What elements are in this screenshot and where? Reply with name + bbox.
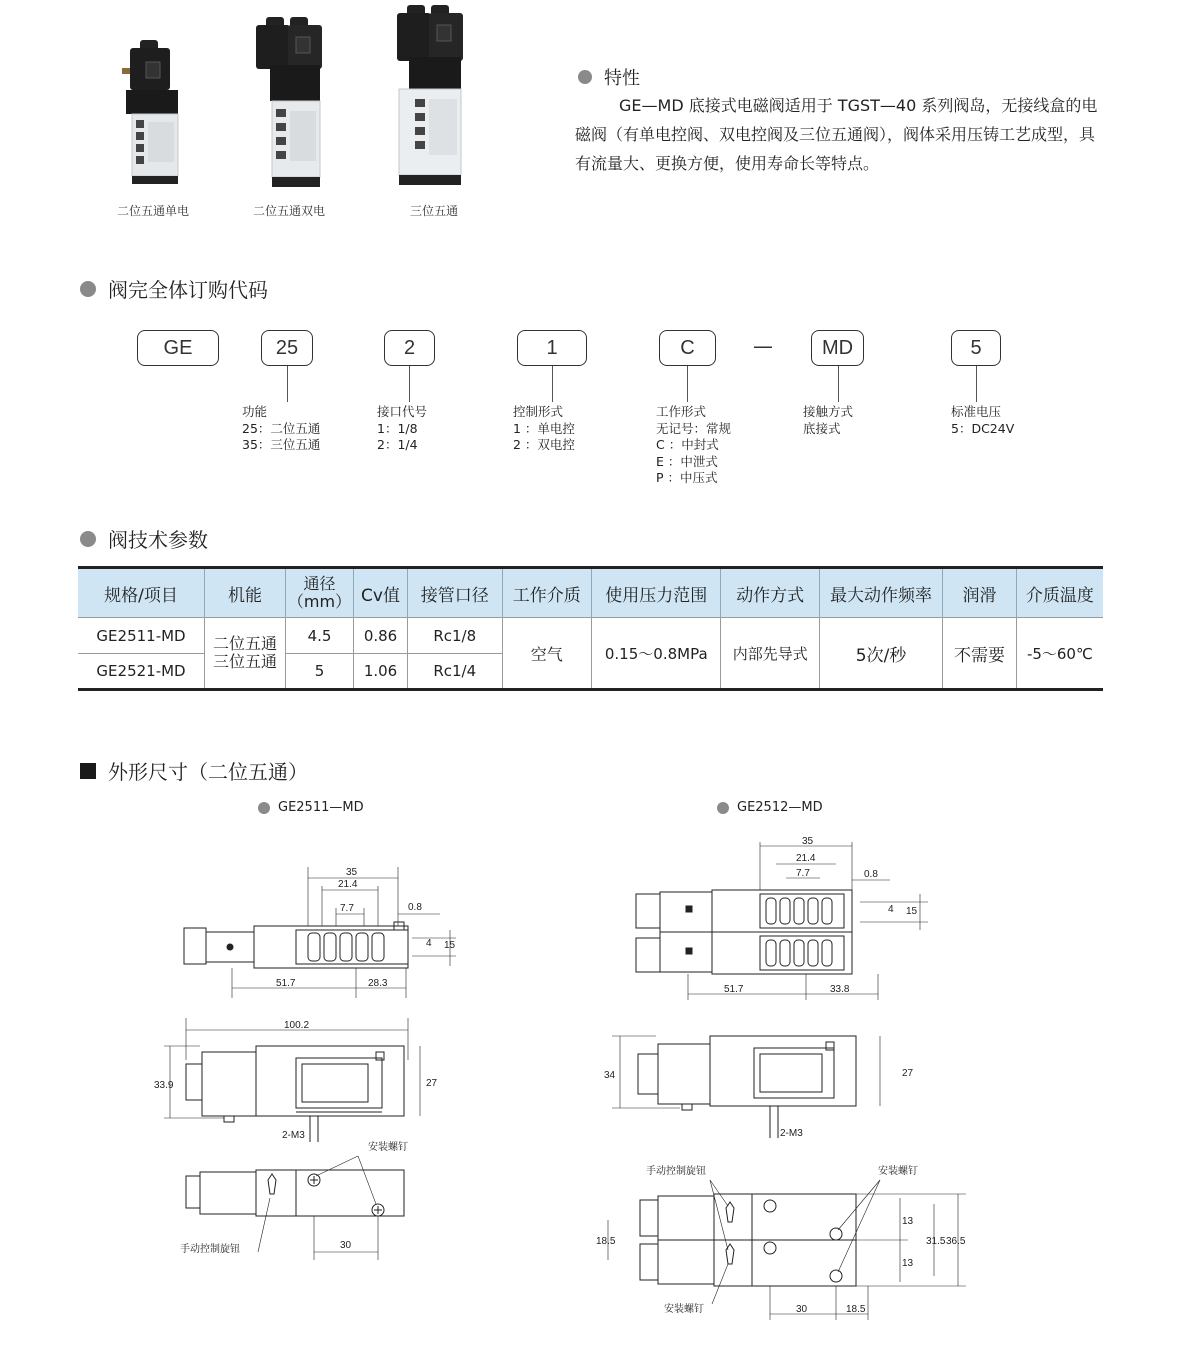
dim-51-7: 51.7 [724, 984, 744, 995]
header-cell: 最大动作频率 [819, 568, 942, 618]
features-heading [578, 64, 640, 90]
cell-bore: 5 [285, 654, 353, 690]
bullet-icon [258, 802, 270, 814]
dim-13-top: 13 [902, 1216, 914, 1227]
cell-cv: 0.86 [354, 618, 408, 654]
params-heading [80, 524, 208, 553]
caption-three: 三位五通 [409, 204, 458, 218]
dim-35: 35 [802, 836, 814, 847]
features-title: 特性 [604, 68, 640, 89]
dim-0-8: 0.8 [408, 902, 422, 913]
dim-30: 30 [796, 1304, 808, 1315]
code-dash: — [753, 334, 773, 358]
header-cell: 接管口径 [407, 568, 502, 618]
order-heading [80, 274, 268, 303]
right-model-heading [717, 800, 823, 815]
dim-36-5: 36.5 [946, 1236, 966, 1247]
leader-line [287, 366, 288, 402]
desc-control: 控制形式 1 ：单电控 2 ：双电控 [513, 404, 575, 452]
cell-medium: 空气 [502, 618, 592, 690]
dim-21-4: 21.4 [796, 853, 816, 864]
dim-35: 35 [346, 867, 358, 878]
header-cell: 机能 [205, 568, 286, 618]
dim-2-m3: 2-M3 [282, 1130, 305, 1141]
header-cell: 介质温度 [1016, 568, 1103, 618]
params-title: 阀技术参数 [108, 528, 208, 552]
cell-model: GE2511-MD [78, 618, 205, 654]
left-model-heading [258, 800, 364, 815]
dimensions-title: 外形尺寸（二位五通） [108, 760, 308, 784]
product-photo-single [118, 38, 188, 188]
leader-line [976, 366, 977, 402]
square-bullet-icon [80, 763, 96, 779]
desc-work: 工作形式 无记号：常规 C ：中封式 E ：中泄式 P ：中压式 [656, 404, 732, 485]
dim-2-m3: 2-M3 [780, 1128, 803, 1139]
code-box-ge: GE [137, 330, 219, 366]
leader-line [838, 366, 839, 402]
dim-33-8: 33.8 [830, 984, 850, 995]
desc-function: 功能 25：二位五通 35：三位五通 [242, 404, 321, 452]
cell-port: Rc1/4 [407, 654, 502, 690]
header-cell: 通径 （mm） [285, 568, 353, 618]
cell-port: Rc1/8 [407, 618, 502, 654]
dimensions-heading [80, 756, 308, 785]
product-photo-double [252, 15, 330, 190]
features-text: GE—MD 底接式电磁阀适用于 TGST—40 系列阀岛，无接线盒的电磁阀（有单电控阀、双电控阀及三位五通阀），阀体采用压铸工艺成型，具有流量大、更换方便，使用寿命长等特点。 [575, 96, 1098, 173]
cell-temperature: -5～60℃ [1016, 618, 1103, 690]
leader-line [552, 366, 553, 402]
right-model: GE2512—MD [737, 800, 823, 815]
label-screw: 安装螺钉 [878, 1166, 918, 1177]
dim-34: 34 [604, 1070, 616, 1081]
dim-21-4: 21.4 [338, 879, 358, 890]
code-box-function: 25 [261, 330, 313, 366]
cell-cv: 1.06 [354, 654, 408, 690]
header-cell: 规格/项目 [78, 568, 205, 618]
dim-4: 4 [426, 938, 432, 949]
dim-27: 27 [426, 1078, 438, 1089]
dim-31-5: 31.5 [926, 1236, 946, 1247]
cell-model: GE2521-MD [78, 654, 205, 690]
bullet-icon [80, 281, 96, 297]
table-header-row [78, 568, 1103, 618]
params-table [78, 566, 1103, 691]
code-box-work: C [659, 330, 716, 366]
code-box-control: 1 [517, 330, 587, 366]
leader-line [687, 366, 688, 402]
caption-single: 二位五通单电 [116, 204, 189, 218]
left-model: GE2511—MD [278, 800, 364, 815]
header-cell: 使用压力范围 [592, 568, 721, 618]
cell-pressure: 0.15～0.8MPa [592, 618, 721, 690]
code-box-contact: MD [811, 330, 864, 366]
dim-28-3: 28.3 [368, 978, 388, 989]
product-photo-three [393, 3, 471, 188]
cell-lubrication: 不需要 [943, 618, 1017, 690]
dim-7-7: 7.7 [340, 903, 354, 914]
cell-action: 内部先导式 [721, 618, 819, 690]
table-row [78, 618, 1103, 654]
dim-33-9: 33.9 [154, 1080, 174, 1091]
bullet-icon [578, 70, 592, 84]
desc-contact: 接触方式 底接式 [803, 404, 854, 436]
dim-7-7: 7.7 [796, 868, 810, 879]
desc-port: 接口代号 1：1/8 2：1/4 [377, 404, 428, 452]
header-cell: 工作介质 [502, 568, 592, 618]
header-cell: Cv值 [354, 568, 408, 618]
cell-function: 二位五通 三位五通 [205, 618, 286, 690]
dim-100-2: 100.2 [284, 1020, 310, 1031]
bullet-icon [717, 802, 729, 814]
header-cell: 润滑 [943, 568, 1017, 618]
dim-27: 27 [902, 1068, 914, 1079]
dim-15: 15 [906, 906, 918, 917]
cell-bore: 4.5 [285, 618, 353, 654]
label-screw: 安装螺钉 [368, 1142, 408, 1153]
code-box-voltage: 5 [951, 330, 1001, 366]
dim-13-bottom: 13 [902, 1258, 914, 1269]
drawing-ge2511 [150, 820, 480, 1280]
label-knob: 手动控制旋钮 [646, 1166, 706, 1177]
cell-frequency: 5次/秒 [819, 618, 942, 690]
label-screw-bottom: 安装螺钉 [664, 1304, 704, 1315]
order-title: 阀完全体订购代码 [108, 278, 268, 302]
dim-30: 30 [340, 1240, 352, 1251]
bullet-icon [80, 531, 96, 547]
drawing-ge2512 [590, 820, 980, 1320]
header-cell: 动作方式 [721, 568, 819, 618]
caption-double: 二位五通双电 [252, 204, 325, 218]
desc-voltage: 标准电压 5：DC24V [951, 404, 1015, 436]
label-knob: 手动控制旋钮 [180, 1244, 240, 1255]
dim-4: 4 [888, 904, 894, 915]
leader-line [409, 366, 410, 402]
dim-18-5-bottom: 18.5 [846, 1304, 866, 1315]
dim-0-8: 0.8 [864, 869, 878, 880]
dim-15: 15 [444, 940, 456, 951]
dim-51-7: 51.7 [276, 978, 296, 989]
dim-18-5: 18.5 [596, 1236, 616, 1247]
code-box-port: 2 [384, 330, 435, 366]
